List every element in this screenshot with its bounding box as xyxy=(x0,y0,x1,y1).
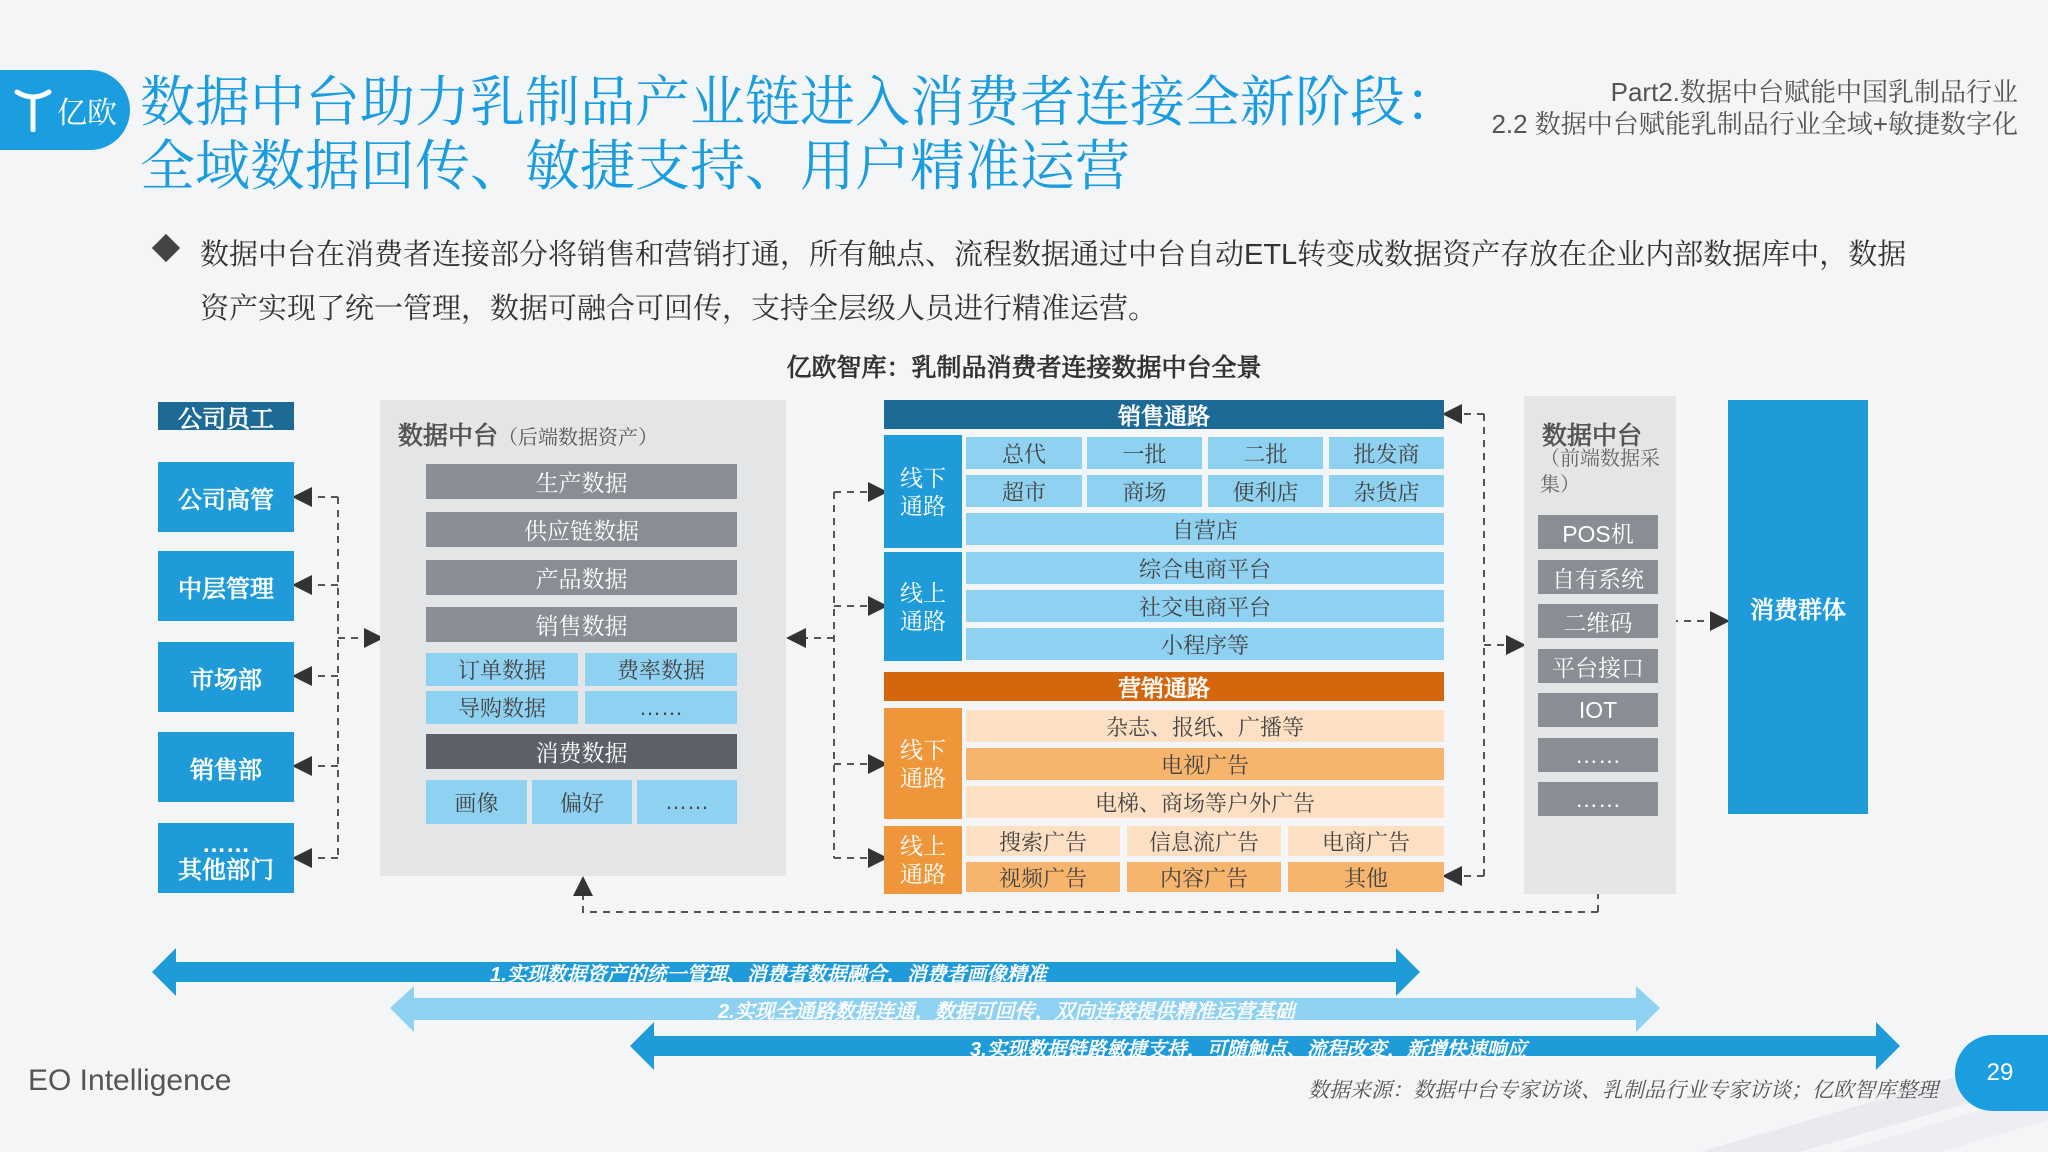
backend-row-sales: 销售数据 xyxy=(426,607,737,642)
section-part: Part2.数据中台赋能中国乳制品行业 xyxy=(1610,77,2018,107)
sales-offline-mall: 商场 xyxy=(1087,475,1202,507)
frontend-pos: POS机 xyxy=(1538,515,1658,549)
dept-marketing: 市场部 xyxy=(158,642,294,712)
page-title: 数据中台助力乳制品产业链进入消费者连接全新阶段：全域数据回传、敏捷支持、用户精准运营 xyxy=(140,71,1461,197)
consumer-group: 消费群体 xyxy=(1728,400,1868,814)
bullet-text: 数据中台在消费者连接部分将销售和营销打通，所有触点、流程数据通过中台自动ETL转变成数据资产存放在企业内部数据库中，数据资产实现了统一管理，数据可融合可回传，支持全层级人员进行精准运营。 xyxy=(200,239,1907,325)
sales-channel-header: 销售通路 xyxy=(884,400,1444,429)
dept-sales: 销售部 xyxy=(158,732,294,802)
goal-2-text: 2.实现全通路数据连通，数据可回传，双向连接提供精准运营基础 xyxy=(718,1001,1295,1023)
section-subtitle: 2.2 数据中台赋能乳制品行业全域+敏捷数字化 xyxy=(1491,109,2018,139)
sales-online-label: 线上 通路 xyxy=(884,552,962,661)
marketing-offline-outdoor: 电梯、商场等户外广告 xyxy=(966,786,1444,818)
backend-consume-preference: 偏好 xyxy=(532,780,632,824)
backend-consume-profile: 画像 xyxy=(426,780,527,824)
bullet-diamond-icon xyxy=(152,234,180,262)
backend-sales-guide: 导购数据 xyxy=(426,691,578,724)
backend-title-sub: （后端数据资产） xyxy=(498,427,659,449)
backend-row-consume: 消费数据 xyxy=(426,734,737,769)
frontend-qrcode: 二维码 xyxy=(1538,604,1658,638)
sales-offline-agent: 总代 xyxy=(966,437,1082,469)
backend-consume-more: …… xyxy=(637,780,737,824)
sales-offline-tier2: 二批 xyxy=(1208,437,1323,469)
backend-title-main: 数据中台 xyxy=(398,422,499,450)
marketing-channel-header: 营销通路 xyxy=(884,672,1444,701)
goal-1-text: 1.实现数据资产的统一管理、消费者数据融合，消费者画像精准 xyxy=(490,964,1047,986)
data-source: 数据来源：数据中台专家访谈、乳制品行业专家访谈；亿欧智库整理 xyxy=(1308,1079,1938,1102)
sales-offline-supermarket: 超市 xyxy=(966,475,1082,507)
sales-online-ecommerce: 综合电商平台 xyxy=(966,552,1444,584)
marketing-online-ecommerce: 电商广告 xyxy=(1288,826,1444,856)
diagram-title: 亿欧智库：乳制品消费者连接数据中台全景 xyxy=(786,354,1262,382)
backend-row-supply: 供应链数据 xyxy=(426,512,737,547)
sales-offline-grocery: 杂货店 xyxy=(1329,475,1444,507)
frontend-platform-api: 平台接口 xyxy=(1538,649,1658,683)
page-number: 29 xyxy=(1955,1035,2048,1111)
sales-offline-own-store: 自营店 xyxy=(966,513,1444,545)
goal-3-text: 3.实现数据链路敏捷支持，可随触点、流程改变，新增快速响应 xyxy=(970,1039,1527,1061)
sales-online-social: 社交电商平台 xyxy=(966,590,1444,622)
backend-sales-order: 订单数据 xyxy=(426,653,578,686)
sales-offline-label: 线下 通路 xyxy=(884,435,962,548)
logo-icon xyxy=(13,88,53,132)
marketing-online-feed: 信息流广告 xyxy=(1127,826,1281,856)
frontend-iot: IOT xyxy=(1538,693,1658,727)
frontend-subtitle: （前端数据采集） xyxy=(1540,448,1660,496)
section-info xyxy=(1318,76,2018,140)
brand-logo xyxy=(0,70,130,150)
marketing-offline-label: 线下 通路 xyxy=(884,708,962,819)
sales-offline-convenience: 便利店 xyxy=(1208,475,1323,507)
footer-brand: EO Intelligence xyxy=(28,1064,232,1097)
frontend-more-1: …… xyxy=(1538,738,1658,772)
marketing-online-video: 视频广告 xyxy=(966,862,1120,892)
marketing-online-other: 其他 xyxy=(1288,862,1444,892)
dept-other xyxy=(158,823,294,893)
sales-offline-wholesaler: 批发商 xyxy=(1329,437,1444,469)
logo-text: 亿欧 xyxy=(57,97,117,130)
dept-other-dots: …… xyxy=(202,831,250,858)
dept-other-label: 其他部门 xyxy=(178,857,274,884)
sales-offline-tier1: 一批 xyxy=(1087,437,1202,469)
marketing-offline-print: 杂志、报纸、广播等 xyxy=(966,710,1444,742)
marketing-online-label: 线上 通路 xyxy=(884,826,962,894)
marketing-online-search: 搜索广告 xyxy=(966,826,1120,856)
frontend-more-2: …… xyxy=(1538,782,1658,816)
marketing-online-content: 内容广告 xyxy=(1127,862,1281,892)
backend-row-production: 生产数据 xyxy=(426,464,737,499)
sales-online-miniprogram: 小程序等 xyxy=(966,628,1444,660)
backend-row-product: 产品数据 xyxy=(426,560,737,595)
dept-executives: 公司高管 xyxy=(158,462,294,532)
staff-header: 公司员工 xyxy=(158,402,294,430)
backend-sales-fee: 费率数据 xyxy=(585,653,737,686)
dept-middle-management: 中层管理 xyxy=(158,551,294,621)
backend-sales-more: …… xyxy=(585,691,737,724)
backend-title xyxy=(398,416,658,452)
frontend-title: 数据中台 xyxy=(1542,422,1643,450)
marketing-offline-tv: 电视广告 xyxy=(966,748,1444,780)
frontend-own-system: 自有系统 xyxy=(1538,560,1658,594)
